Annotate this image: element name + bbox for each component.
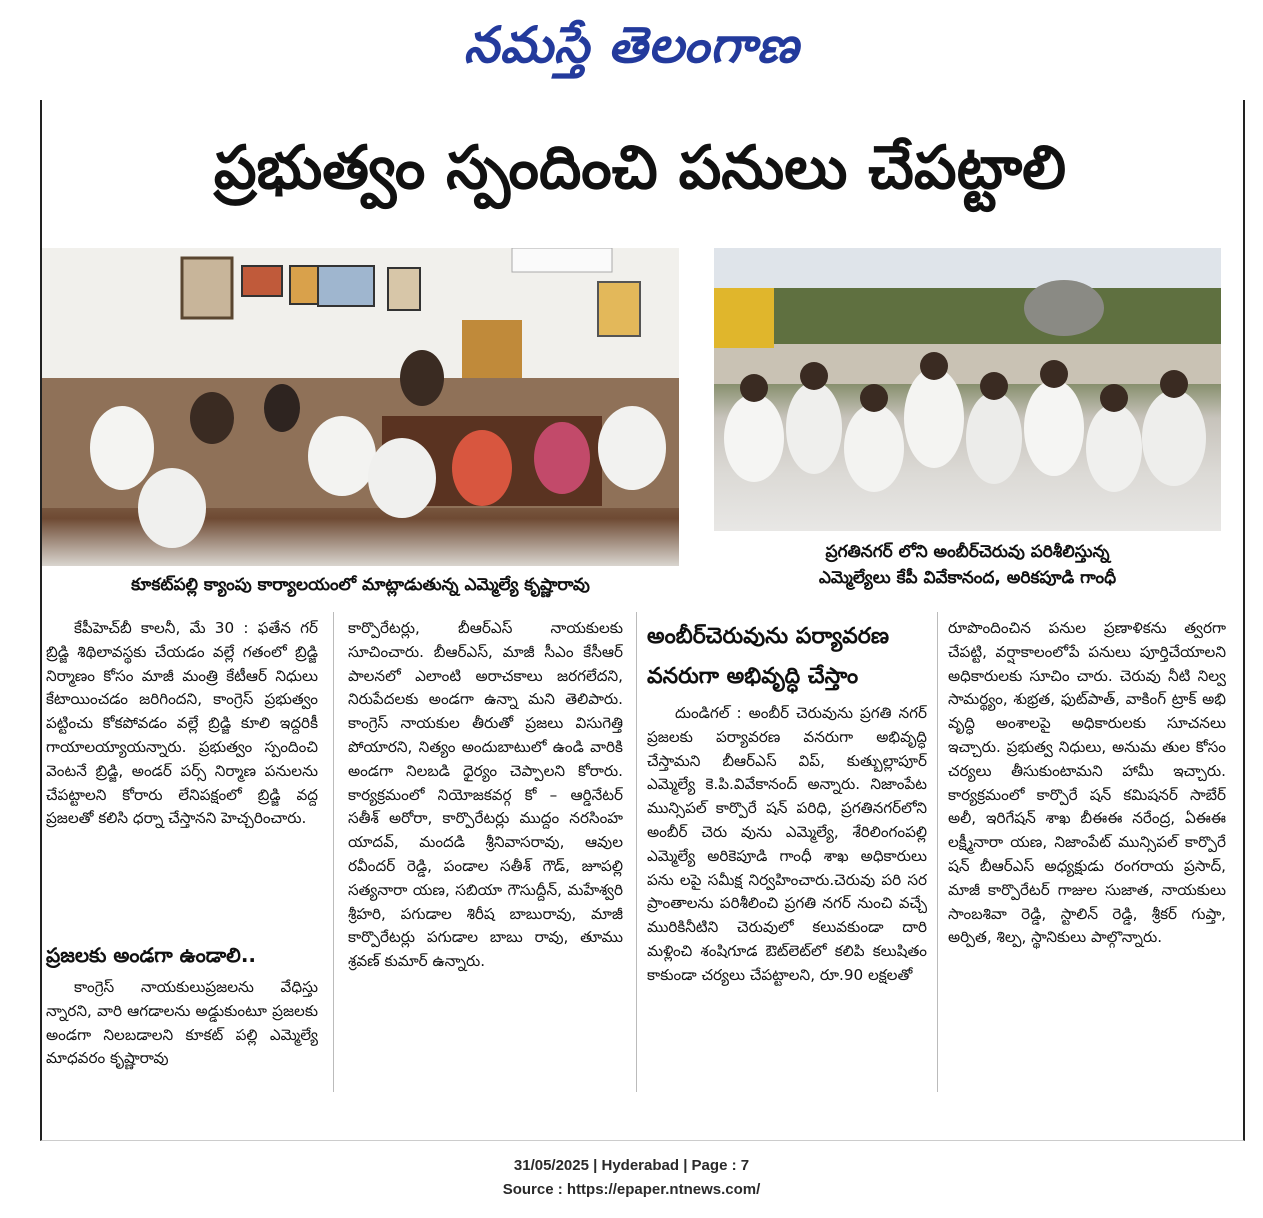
article2-paragraph-continued: రూపొందించిన పనుల ప్రణాళికను త్వరగా చేపట్టి, వర్షాకాలంలోపే పనులు పూర్తిచేయాలని అధికారులకు సూచిం చారు. చెరువు నీటి నిల్వ సామర్థ్యం, శుభ్రత, ఫుట్‌పాత్, వాకింగ్ ట్రాక్ అభి వృద్ధి అంశాలపై అధికారులకు సూచనలు ఇచ్చారు. ప్రభుత్వ నిధులు, అనుమ తుల కోసం చర్యలు తీసుకుంటామని హామీ ఇచ్చారు. కార్యక్రమంలో కార్పొరే షన్ కమిషనర్ సాబేర్ అలీ, ఇరిగేషన్ శాఖ బీఈఈ నరేంద్ర, ఏఈఈ లక్ష్మీనారా యణ, నిజాంపేట్ మున్సిపల్ కార్పొరే షన్ బీఆర్ఎస్ అధ్యక్షుడు రంగరాయ ప్రసాద్, మాజీ కార్పొరేటర్ గాజుల సుజాత, నాయకులు సాంబశివా రెడ్డి, స్టాలిన్ రెడ్డి, శ్రీకర్ గుప్తా, అర్పిత, శిల్ప, స్థానికులు పాల్గొన్నారు. <box>948 619 1226 947</box>
masthead <box>0 6 1263 84</box>
article2-heading <box>647 617 927 697</box>
article2-paragraph: దుండిగల్ : అంబీర్ చెరువును ప్రగతి నగర్ ప్రజలకు పర్యావరణ వనరుగా అభివృద్ధి చేస్తామని బీఆర్ఎస్ విప్, కుత్బుల్లాపూర్ ఎమ్మెల్యే కె.పి.వివేకానంద్ అన్నారు. నిజాంపేట మున్సిపల్ కార్పొరే షన్ పరిధి, ప్రగతినగర్‌లోని అంబీర్ చెరు వును ఎమ్మెల్యే, శేరిలింగంపల్లి ఎమ్మెల్యే అరికెపూడి గాంధీ శాఖ అధికారులు పను లపై సమీక్ష నిర్వహించారు.చెరువు పరి సర ప్రాంతాలను పరిశీలించి ప్రగతి నగర్ నుంచి వచ్చే మురికినీటిని చెరువులో కలువకుండా దారి మళ్లించి శంషిగూడ ఔట్‌లెట్‌లో కలిపి కలుషితం కాకుండా చర్యలు చేపట్టాలని, రూ.90 లక్షలతో <box>647 704 927 984</box>
photo-caption-right <box>714 539 1221 591</box>
article2-column2 <box>948 617 1226 950</box>
article2-heading-line2: వనరుగా అభివృద్ధి చేస్తాం <box>647 664 859 689</box>
inspection-illustration <box>714 248 1221 531</box>
footer-date-page: 31/05/2025 | Hyderabad | Page : 7 <box>513 1157 750 1174</box>
article1-paragraph-continued: కార్పొరేటర్లు, బీఆర్ఎస్ నాయకులకు సూచించారు. బీఆర్ఎస్, మాజీ సీఎం కేసీఆర్ పాలనలో ఎలాంటి అరాచకాలు జరగలేదని, నిరుపేదలకు అండగా ఉన్నా మని తెలిపారు. కాంగ్రెస్ నాయకుల తీరుతో ప్రజలు విసుగెత్తి పోయారని, నిత్యం అందుబాటులో ఉండి వారికి అండగా నిలబడి ధైర్యం చెప్పాలని కోరారు. కార్యక్రమంలో నియోజకవర్గ కో – ఆర్డినేటర్ సతీశ్ అరోరా, కార్పొరేటర్లు ముద్దం నరసింహ యాదవ్, మందడి శ్రీనివాసరావు, ఆవుల రవీందర్ రెడ్డి, పండాల సతీశ్ గౌడ్, జూపల్లి సత్యనారా యణ, సబియా గౌసుద్దీన్, మహేశ్వరి శ్రీహరి, పగుడాల శిరీష బాబురావు, మాజీ కార్పొరేటర్లు పగుడాల బాబు రావు, తూము శ్రవణ్ కుమార్ ఉన్నారు. <box>348 619 623 971</box>
article1-paragraph: కేపీహెచ్‌బీ కాలనీ, మే 30 : ఫతేన గర్ బ్రిడ్జి శిథిలావస్థకు చేయడం వల్లే గతంలో బ్రిడ్జి నిర్మాణం కోసం మాజీ మంత్రి కేటీఆర్ నిధులు కేటాయించడం జరిగిందని, కాంగ్రెస్ ప్రభుత్వం పట్టించు కోకపోవడం వల్లే బ్రిడ్జి కూలి ఇద్దరికీ గాయాలయ్యాయన్నారు. ప్రభుత్వం స్పందించి వెంటనే బ్రిడ్జి, అండర్ పర్స్ నిర్మాణ పనులను చేపట్టాలని కోరారు లేనిపక్షంలో బ్రిడ్జి వద్ద ప్రజలతో కలిసి ధర్నా చేస్తానని హెచ్చరించారు. <box>46 619 318 828</box>
column-rule <box>333 612 334 1092</box>
newspaper-logo: నమస్తే తెలంగాణ <box>463 15 800 74</box>
photo-caption-right-line1: ప్రగతినగర్ లోని అంబీర్‌చెరువు పరిశీలిస్తున్న <box>825 542 1110 562</box>
meeting-illustration <box>42 248 679 566</box>
column-rule <box>937 612 938 1092</box>
photo-caption-right-line2: ఎమ్మెల్యేలు కేపీ వివేకానంద, అరికపూడి గాంధీ <box>818 568 1117 588</box>
photo-lake-inspection <box>714 248 1221 531</box>
article1-subheading: ప్రజలకు అండగా ఉండాలి.. <box>46 943 257 967</box>
article1-column2 <box>348 617 623 974</box>
column-rule <box>636 612 637 1092</box>
article1-subtext <box>46 976 318 1071</box>
article1-subtext-paragraph: కాంగ్రెస్ నాయకులుప్రజలను వేధిస్తు న్నారని, వారి ఆగడాలను అడ్డుకుంటూ ప్రజలకు అండగా నిలబడాలని కూకట్ పల్లి ఎమ్మెల్యే మాధవరం కృష్ణారావు <box>46 978 318 1068</box>
article2-heading-line1: అంబీర్‌చెరువును పర్యావరణ <box>647 624 890 649</box>
photo-caption-left: కూకట్‌పల్లి క్యాంపు కార్యాలయంలో మాట్లాడుతున్న ఎమ్మెల్యే కృష్ణారావు <box>131 575 590 595</box>
photo-office-meeting <box>42 248 679 566</box>
article1-column1 <box>46 617 318 831</box>
article2-column1 <box>647 702 927 988</box>
page-headline: ప్రభుత్వం స్పందించి పనులు చేపట్టాలి <box>213 133 1067 203</box>
footer-source-link[interactable]: Source : https://epaper.ntnews.com/ <box>502 1181 761 1198</box>
page-footer <box>0 1154 1263 1202</box>
